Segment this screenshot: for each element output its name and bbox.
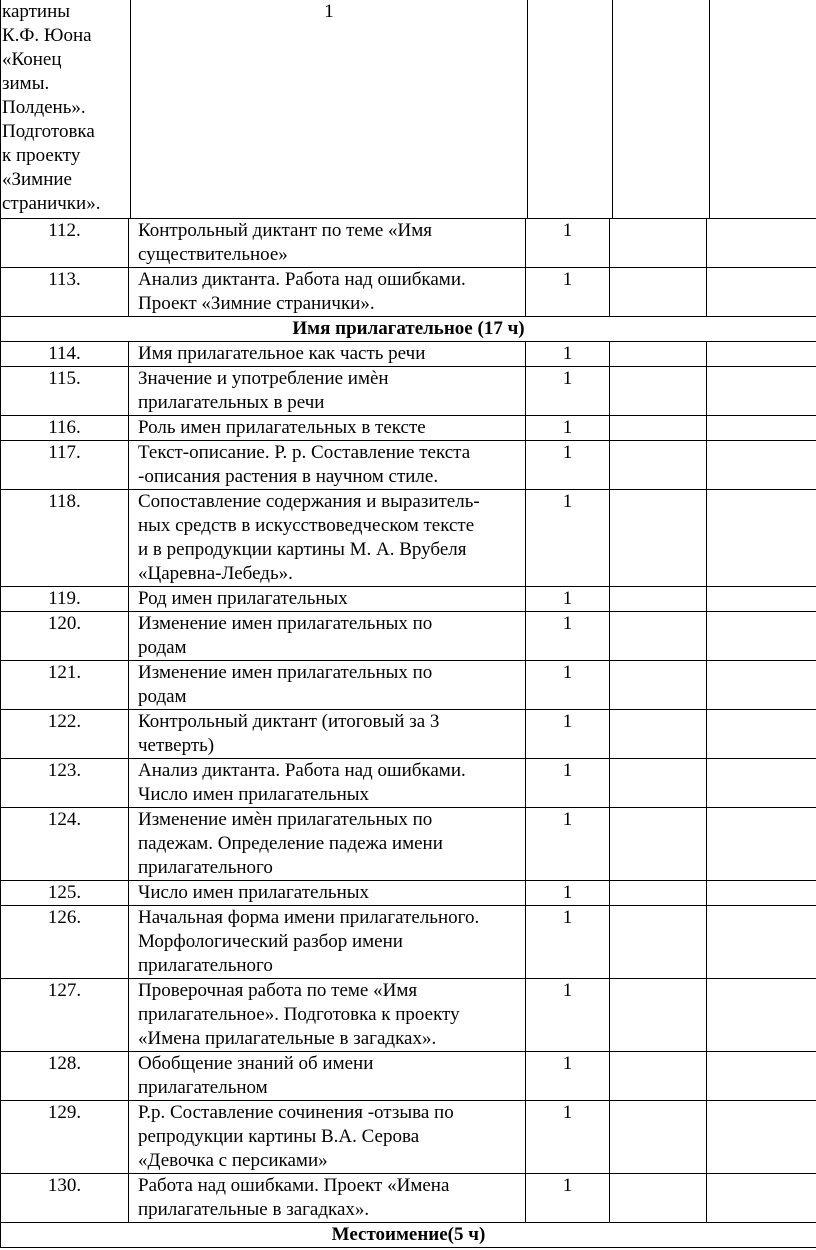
lesson-hours: 1	[526, 219, 610, 268]
table-row	[1, 612, 816, 661]
topic-line: К.Ф. Юона	[2, 25, 92, 46]
lesson-hours: 1	[526, 808, 610, 881]
table-row	[1, 906, 816, 979]
table-row	[1, 342, 816, 367]
actual-date-cell	[707, 490, 816, 587]
actual-date-cell	[707, 268, 816, 317]
topic-cell	[1, 0, 131, 219]
lesson-topic	[129, 367, 526, 416]
lesson-number: 119.	[1, 587, 129, 612]
lesson-hours: 1	[526, 612, 610, 661]
lesson-topic	[129, 587, 526, 612]
topic-line: Полдень».	[2, 97, 86, 118]
actual-date-cell	[707, 661, 816, 710]
topic-line: картины	[2, 1, 71, 22]
lesson-number: 114.	[1, 342, 129, 367]
lesson-number: 113.	[1, 268, 129, 317]
lesson-hours: 1	[526, 490, 610, 587]
lesson-number: 120.	[1, 612, 129, 661]
planned-date-cell	[610, 268, 707, 317]
lesson-topic	[129, 441, 526, 490]
actual-date-cell	[707, 906, 816, 979]
lesson-topic	[129, 219, 526, 268]
topic-line: Проект «Зимние странички».	[138, 293, 375, 314]
table-row	[1, 367, 816, 416]
table-row	[1, 587, 816, 612]
planned-date-cell	[610, 342, 707, 367]
topic-line: прилагательные в загадках».	[138, 1199, 370, 1220]
topic-line: зимы.	[2, 73, 50, 94]
section-title-pronoun: Местоимение(5 ч)	[1, 1223, 816, 1248]
date-cell	[613, 0, 710, 219]
actual-date-cell	[707, 710, 816, 759]
topic-line: «Девочка с персиками»	[138, 1150, 328, 1171]
lesson-topic	[129, 1101, 526, 1174]
planned-date-cell	[610, 367, 707, 416]
table-row	[1, 808, 816, 881]
lesson-topic	[129, 1052, 526, 1101]
lesson-hours: 1	[526, 881, 610, 906]
lesson-topic	[129, 759, 526, 808]
lesson-number: 129.	[1, 1101, 129, 1174]
topic-line: падежам. Определение падежа имени	[138, 833, 443, 854]
topic-line: прилагательных в речи	[138, 392, 325, 413]
topic-line: Число имен прилагательных	[138, 882, 370, 903]
lesson-topic	[129, 490, 526, 587]
lesson-hours: 1	[526, 710, 610, 759]
lesson-number: 126.	[1, 906, 129, 979]
table-row	[1, 416, 816, 441]
actual-date-cell	[707, 1052, 816, 1101]
actual-date-cell	[707, 1101, 816, 1174]
planned-date-cell	[610, 587, 707, 612]
lesson-number: 116.	[1, 416, 129, 441]
planned-date-cell	[610, 1174, 707, 1223]
section-title-adjective: Имя прилагательное (17 ч)	[1, 317, 816, 342]
topic-line: Подготовка	[2, 121, 95, 142]
lesson-number: 122.	[1, 710, 129, 759]
lesson-topic	[129, 808, 526, 881]
actual-date-cell	[707, 587, 816, 612]
lesson-number: 118.	[1, 490, 129, 587]
rows-group-a	[1, 219, 816, 317]
planned-date-cell	[610, 490, 707, 587]
topic-line: Изменение имѐн прилагательных по	[138, 809, 433, 830]
table-row	[1, 219, 816, 268]
lesson-number: 128.	[1, 1052, 129, 1101]
topic-line: к проекту	[2, 145, 81, 166]
lesson-topic	[129, 342, 526, 367]
actual-date-cell	[707, 441, 816, 490]
topic-line: Значение и употребление имѐн	[138, 368, 389, 389]
lesson-number: 127.	[1, 979, 129, 1052]
lesson-hours: 1	[526, 441, 610, 490]
table-row	[1, 0, 710, 219]
topic-line: Сопоставление содержания и выразитель-	[138, 491, 480, 512]
rows-group-b	[1, 342, 816, 1223]
topic-line: четверть)	[138, 735, 215, 756]
topic-line: Имя прилагательное как часть речи	[138, 343, 426, 364]
lesson-topic	[129, 906, 526, 979]
lesson-hours: 1	[526, 759, 610, 808]
lesson-topic	[129, 881, 526, 906]
topic-line: прилагательного	[138, 857, 273, 878]
topic-line: Текст-описание. Р. р. Составление текста	[138, 442, 471, 463]
lesson-hours: 1	[526, 661, 610, 710]
actual-date-cell	[707, 979, 816, 1052]
lesson-hours: 1	[526, 1101, 610, 1174]
table-row	[1, 441, 816, 490]
actual-date-cell	[707, 759, 816, 808]
topic-line: прилагательного	[138, 955, 273, 976]
lesson-topic	[129, 416, 526, 441]
lesson-hours: 1	[526, 1052, 610, 1101]
topic-line: странички».	[2, 193, 101, 214]
topic-line: Изменение имен прилагательных по	[138, 613, 433, 634]
lesson-topic	[129, 710, 526, 759]
lesson-number: 121.	[1, 661, 129, 710]
lesson-number: 124.	[1, 808, 129, 881]
lesson-hours: 1	[526, 587, 610, 612]
hours-cell: 1	[131, 0, 528, 219]
table-row	[1, 1052, 816, 1101]
section-header-row	[1, 317, 816, 342]
topic-line: и в репродукции картины М. А. Врубеля	[138, 539, 467, 560]
actual-date-cell	[707, 219, 816, 268]
topic-line: -описания растения в научном стиле.	[138, 466, 439, 487]
topic-line: прилагательном	[138, 1077, 268, 1098]
topic-line: ных средств в искусствоведческом тексте	[138, 515, 475, 536]
planned-date-cell	[610, 906, 707, 979]
lesson-hours: 1	[526, 342, 610, 367]
planned-date-cell	[610, 1101, 707, 1174]
topic-line: Род имен прилагательных	[138, 588, 348, 609]
date-cell	[528, 0, 613, 219]
topic-line: репродукции картины В.А. Серова	[138, 1126, 420, 1147]
table-row	[1, 710, 816, 759]
section-header-group	[1, 317, 816, 342]
lesson-number: 117.	[1, 441, 129, 490]
lesson-number: 115.	[1, 367, 129, 416]
topic-line: Проверочная работа по теме «Имя	[138, 980, 418, 1001]
section-header-group	[1, 1223, 816, 1248]
lesson-topic	[129, 612, 526, 661]
planned-date-cell	[610, 881, 707, 906]
topic-line: «Имена прилагательные в загадках».	[138, 1028, 437, 1049]
planned-date-cell	[610, 808, 707, 881]
lesson-topic	[129, 661, 526, 710]
table-row	[1, 759, 816, 808]
lesson-hours: 1	[526, 979, 610, 1052]
topic-line: Анализ диктанта. Работа над ошибками.	[138, 760, 466, 781]
table-row	[1, 881, 816, 906]
topic-line: родам	[138, 686, 187, 707]
topic-line: Анализ диктанта. Работа над ошибками.	[138, 269, 466, 290]
topic-line: «Царевна-Лебедь».	[138, 563, 293, 584]
lesson-plan-table	[0, 218, 816, 1248]
table-row	[1, 1101, 816, 1174]
topic-line: Обобщение знаний об имени	[138, 1053, 374, 1074]
topic-line: Морфологический разбор имени	[138, 931, 403, 952]
lesson-hours: 1	[526, 416, 610, 441]
topic-line: Контрольный диктант (итоговый за 3	[138, 711, 440, 732]
planned-date-cell	[610, 710, 707, 759]
planned-date-cell	[610, 441, 707, 490]
lesson-table-continuation	[0, 0, 710, 219]
planned-date-cell	[610, 759, 707, 808]
actual-date-cell	[707, 808, 816, 881]
planned-date-cell	[610, 1052, 707, 1101]
topic-line: Роль имен прилагательных в тексте	[138, 417, 426, 438]
lesson-number: 125.	[1, 881, 129, 906]
lesson-number: 130.	[1, 1174, 129, 1223]
topic-line: Начальная форма имени прилагательного.	[138, 907, 480, 928]
topic-line: Работа над ошибками. Проект «Имена	[138, 1175, 450, 1196]
lesson-topic	[129, 979, 526, 1052]
lesson-topic	[129, 268, 526, 317]
table-row	[1, 979, 816, 1052]
topic-line: родам	[138, 637, 187, 658]
planned-date-cell	[610, 416, 707, 441]
table-row	[1, 661, 816, 710]
lesson-hours: 1	[526, 1174, 610, 1223]
actual-date-cell	[707, 367, 816, 416]
actual-date-cell	[707, 342, 816, 367]
topic-line: прилагательное». Подготовка к проекту	[138, 1004, 460, 1025]
topic-line: Изменение имен прилагательных по	[138, 662, 433, 683]
lesson-hours: 1	[526, 268, 610, 317]
table-row	[1, 1174, 816, 1223]
lesson-hours: 1	[526, 906, 610, 979]
planned-date-cell	[610, 219, 707, 268]
table-row	[1, 268, 816, 317]
actual-date-cell	[707, 1174, 816, 1223]
lesson-topic	[129, 1174, 526, 1223]
topic-line: «Зимние	[2, 169, 72, 190]
topic-line: Контрольный диктант по теме «Имя	[138, 220, 433, 241]
table-row	[1, 490, 816, 587]
planned-date-cell	[610, 661, 707, 710]
lesson-number: 123.	[1, 759, 129, 808]
planned-date-cell	[610, 612, 707, 661]
section-header-row	[1, 1223, 816, 1248]
topic-line: существительное»	[138, 244, 288, 265]
planned-date-cell	[610, 979, 707, 1052]
topic-line: Р.р. Составление сочинения -отзыва по	[138, 1102, 454, 1123]
topic-line: «Конец	[2, 49, 62, 70]
lesson-number: 112.	[1, 219, 129, 268]
lesson-hours: 1	[526, 367, 610, 416]
topic-line: Число имен прилагательных	[138, 784, 370, 805]
actual-date-cell	[707, 881, 816, 906]
actual-date-cell	[707, 416, 816, 441]
actual-date-cell	[707, 612, 816, 661]
